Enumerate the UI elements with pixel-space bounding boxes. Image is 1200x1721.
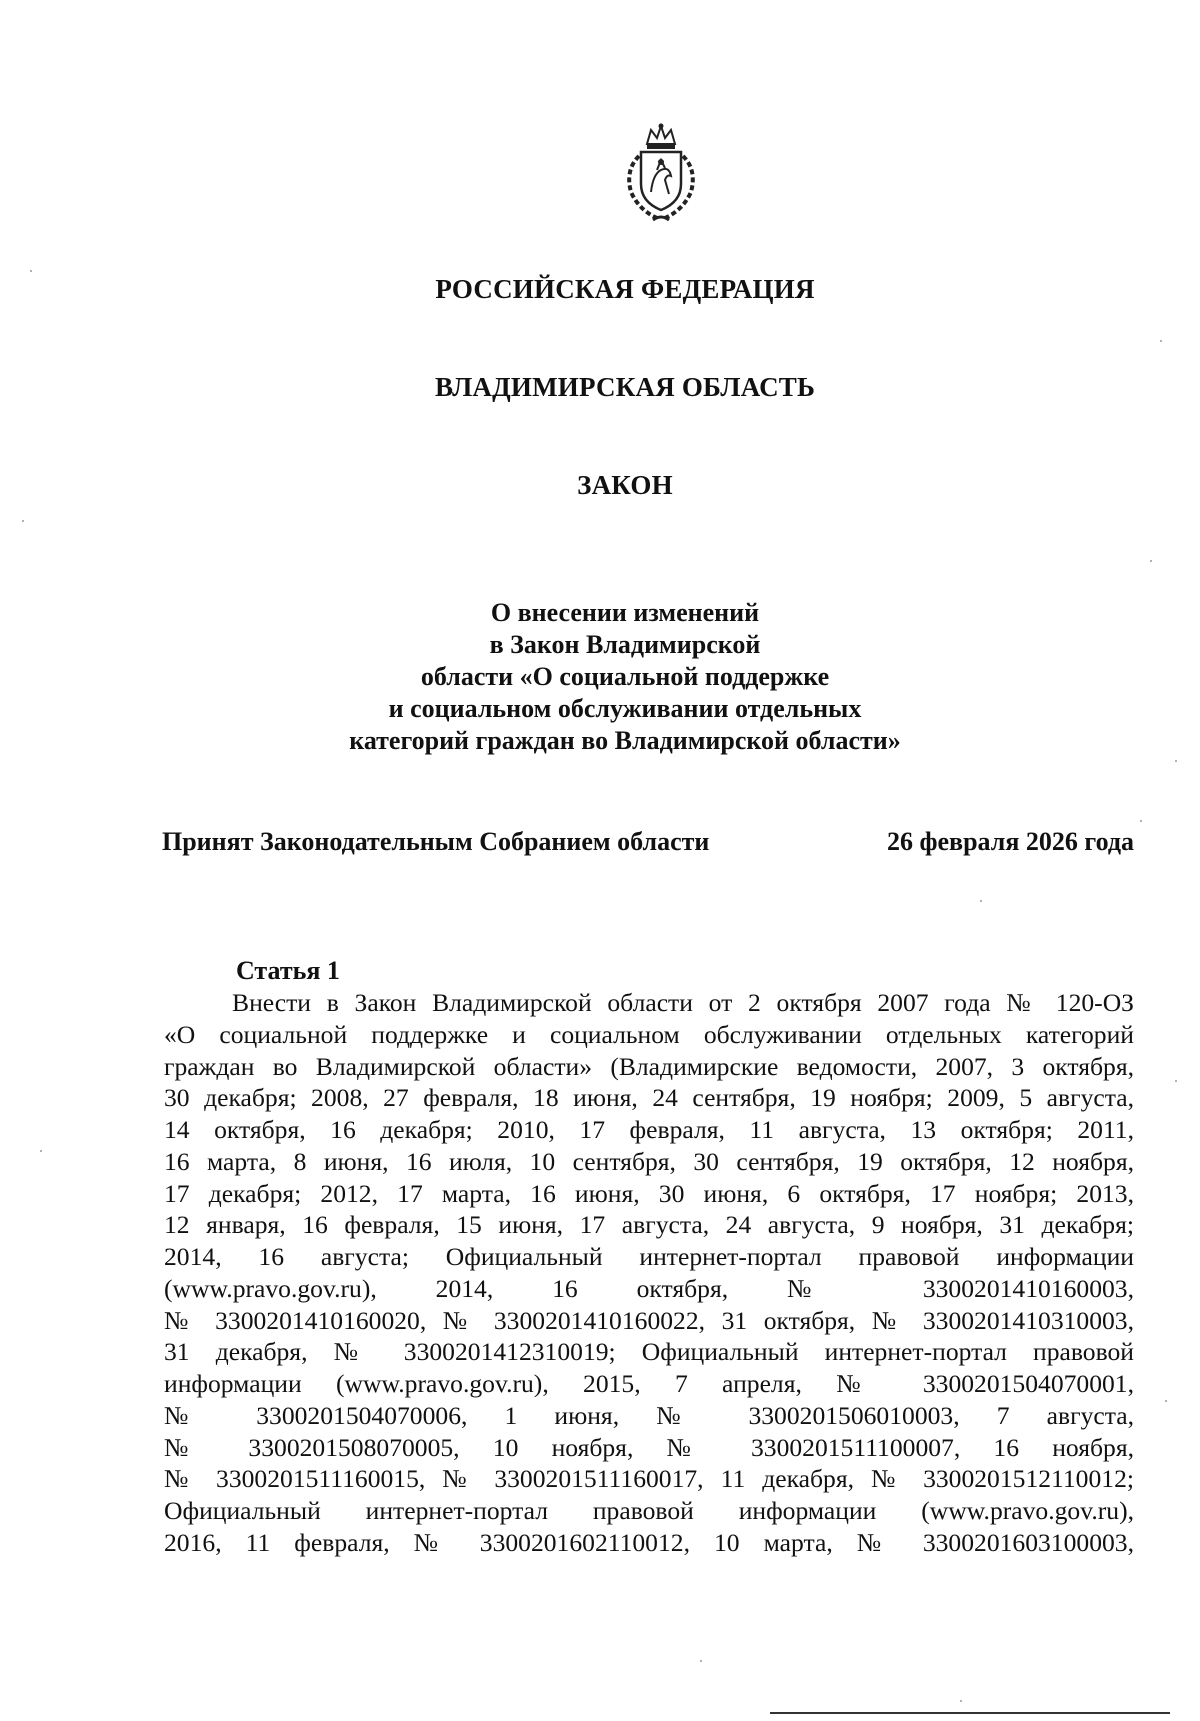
scan-speck xyxy=(1140,820,1142,822)
coat-of-arms-icon xyxy=(617,122,705,226)
article-line: 31 декабря, № 3300201412310019; Официальный интернет-портал правовой xyxy=(164,1337,1134,1367)
scan-speck xyxy=(700,1660,702,1662)
article-line: № 3300201511160015, № 3300201511160017, 11 декабря, № 3300201512110012; xyxy=(164,1464,1134,1494)
article-line: 12 января, 16 февраля, 15 июня, 17 августа, 24 августа, 9 ноября, 31 декабря; xyxy=(164,1210,1134,1240)
article-line: 16 марта, 8 июня, 16 июля, 10 сентября, 30 сентября, 19 октября, 12 ноября, xyxy=(164,1146,1134,1176)
scan-speck xyxy=(22,520,24,522)
scan-speck xyxy=(960,1700,962,1702)
article-line: информации (www.pravo.gov.ru), 2015, 7 апреля, № 3300201504070001, xyxy=(164,1369,1134,1398)
article-line: № 3300201410160020, № 3300201410160022, 31 октября, № 3300201410310003, xyxy=(164,1305,1134,1335)
scan-speck xyxy=(40,1150,42,1152)
article-title: Статья 1 xyxy=(236,956,340,985)
footer-rule xyxy=(770,1712,1170,1714)
article-line: 17 декабря; 2012, 17 марта, 16 июня, 30 июня, 6 октября, 17 ноября; 2013, xyxy=(164,1178,1134,1208)
article-line: Внести в Закон Владимирской области от 2 октября 2007 года № 120-ОЗ xyxy=(232,988,1134,1017)
article-line: 30 декабря; 2008, 27 февраля, 18 июня, 24 сентября, 19 ноября; 2009, 5 августа, xyxy=(164,1083,1134,1113)
scan-speck xyxy=(980,900,982,902)
law-title xyxy=(0,597,1200,757)
article-body xyxy=(164,987,1134,1559)
article-line: 2014, 16 августа; Официальный интернет-портал правовой информации xyxy=(164,1242,1134,1271)
law-title-line: категорий граждан во Владимирской области» xyxy=(349,726,901,755)
article-line: «О социальной поддержке и социальном обслуживании отдельных категорий xyxy=(164,1019,1134,1049)
article-line: 14 октября, 16 декабря; 2010, 17 февраля, 11 августа, 13 октября; 2011, xyxy=(164,1115,1134,1144)
article-line: (www.pravo.gov.ru), 2014, 16 октября, № 3300201410160003, xyxy=(164,1273,1134,1303)
article-line: граждан во Владимирской области» (Владимирские ведомости, 2007, 3 октября, xyxy=(164,1051,1134,1081)
region-heading: ВЛАДИМИРСКАЯ ОБЛАСТЬ xyxy=(434,372,816,402)
scan-speck xyxy=(30,270,32,272)
scan-speck xyxy=(1175,1080,1177,1082)
scan-speck xyxy=(1175,760,1177,762)
law-title-line: области «О социальной поддержке xyxy=(420,662,830,691)
law-title-line: в Закон Владимирской xyxy=(489,630,761,659)
scan-speck xyxy=(1150,560,1152,562)
country-heading: РОССИЙСКАЯ ФЕДЕРАЦИЯ xyxy=(435,274,815,304)
scan-speck xyxy=(1165,1400,1167,1402)
document-type-heading: ЗАКОН xyxy=(577,470,673,500)
scan-speck xyxy=(1160,340,1162,342)
article-line: 2016, 11 февраля, № 3300201602110012, 10 марта, № 3300201603100003, xyxy=(164,1527,1134,1557)
article-line: Официальный интернет-портал правовой информации (www.pravo.gov.ru), xyxy=(164,1496,1134,1525)
law-title-line: О внесении изменений xyxy=(490,598,760,627)
article-line: № 3300201508070005, 10 ноября, № 3300201511100007, 16 ноября, xyxy=(164,1432,1134,1462)
article-line: № 3300201504070006, 1 июня, № 3300201506010003, 7 августа, xyxy=(164,1400,1134,1430)
adoption-line xyxy=(162,827,1134,857)
law-title-line: и социальном обслуживании отдельных xyxy=(388,694,862,723)
adoption-label: Принят Законодательным Собранием области xyxy=(162,827,710,856)
article-1 xyxy=(164,955,1134,1559)
adoption-date: 26 февраля 2026 года xyxy=(887,827,1134,856)
